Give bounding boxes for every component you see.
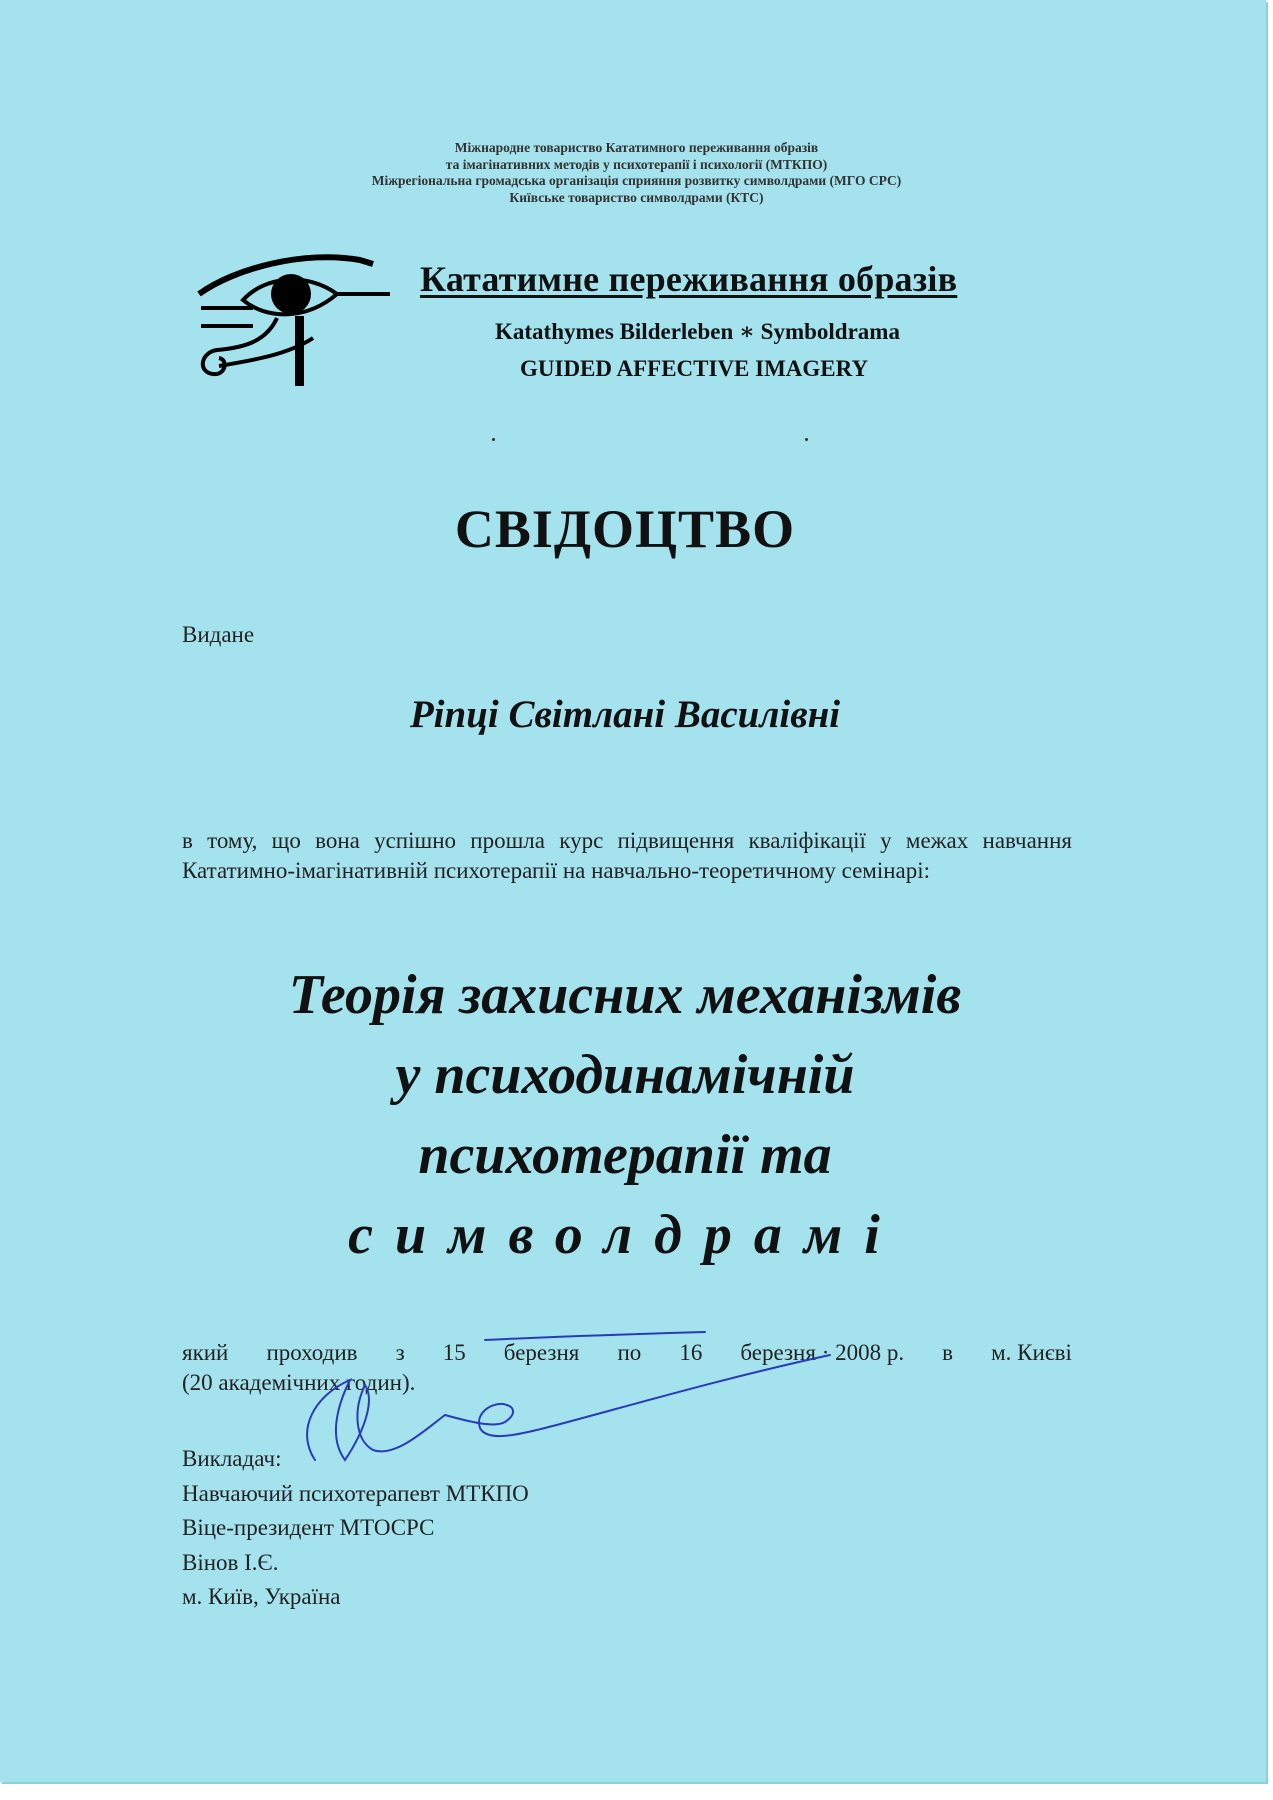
issued-label: Видане bbox=[182, 622, 255, 647]
dates-word: 15 bbox=[442, 1340, 466, 1365]
dates-word: який bbox=[182, 1340, 229, 1365]
header-line: Міжрегіональна громадська організація сприяння розвитку символдрами (МГО СРС) bbox=[371, 173, 902, 188]
seminar-line: психотерапії та bbox=[418, 1124, 832, 1186]
seminar-title bbox=[0, 955, 1250, 1275]
logo-title: Кататимне переживання образів bbox=[420, 259, 958, 299]
dates-word: березня · 2008 р. bbox=[740, 1340, 905, 1365]
header-line: Міжнародне товариство Кататимного переживання образів bbox=[454, 140, 819, 155]
header-line: Київське товариство символдрами (КТС) bbox=[509, 189, 764, 205]
document-title: СВІДОЦТВО bbox=[454, 499, 796, 559]
seminar-line: у психодинамічній bbox=[395, 1044, 855, 1106]
recipient-name: Ріпці Світлані Василівні bbox=[409, 693, 841, 736]
lecturer-line: Навчаючий психотерапевт МТКПО bbox=[182, 1480, 529, 1506]
seminar-line: Теорія захисних механізмів bbox=[288, 964, 962, 1026]
dates-word: по bbox=[617, 1340, 642, 1365]
speck bbox=[492, 438, 495, 441]
logo-subtitle-english: GUIDED AFFECTIVE IMAGERY bbox=[520, 356, 869, 381]
dates-word: березня bbox=[503, 1340, 580, 1365]
hours-line: (20 академічних годин). bbox=[182, 1370, 416, 1395]
logo-subtitle: Katathymes Bilderleben ∗ Symboldrama bbox=[495, 319, 900, 344]
lecturer-line: Вінов І.Є. bbox=[182, 1549, 279, 1575]
dates-word: в bbox=[942, 1340, 954, 1365]
lecturer-line: Віце-президент МТОСРС bbox=[182, 1515, 435, 1540]
eye-of-horus-icon bbox=[195, 248, 395, 393]
lecturer-line: м. Київ, Україна bbox=[182, 1584, 341, 1609]
signature bbox=[255, 1310, 835, 1485]
dates-word: проходив bbox=[266, 1340, 358, 1365]
seminar-line: символдрамі bbox=[348, 1204, 902, 1266]
lecturer-line: Викладач: bbox=[182, 1446, 282, 1471]
body-text: в тому, що вона успішно прошла курс підвищення кваліфікації у межах навчання Кататимно-імагінативній психотерапії на навчально-теоретичному семінарі: bbox=[182, 828, 1072, 883]
dates-word: м. Києві bbox=[991, 1340, 1072, 1365]
dates-word: з bbox=[395, 1340, 405, 1365]
dates-word: 16 bbox=[679, 1340, 703, 1365]
header-line: та імагінативних методів у психотерапії і психології (МТКПО) bbox=[445, 156, 828, 172]
speck bbox=[805, 438, 808, 441]
organization-header bbox=[0, 140, 1273, 206]
